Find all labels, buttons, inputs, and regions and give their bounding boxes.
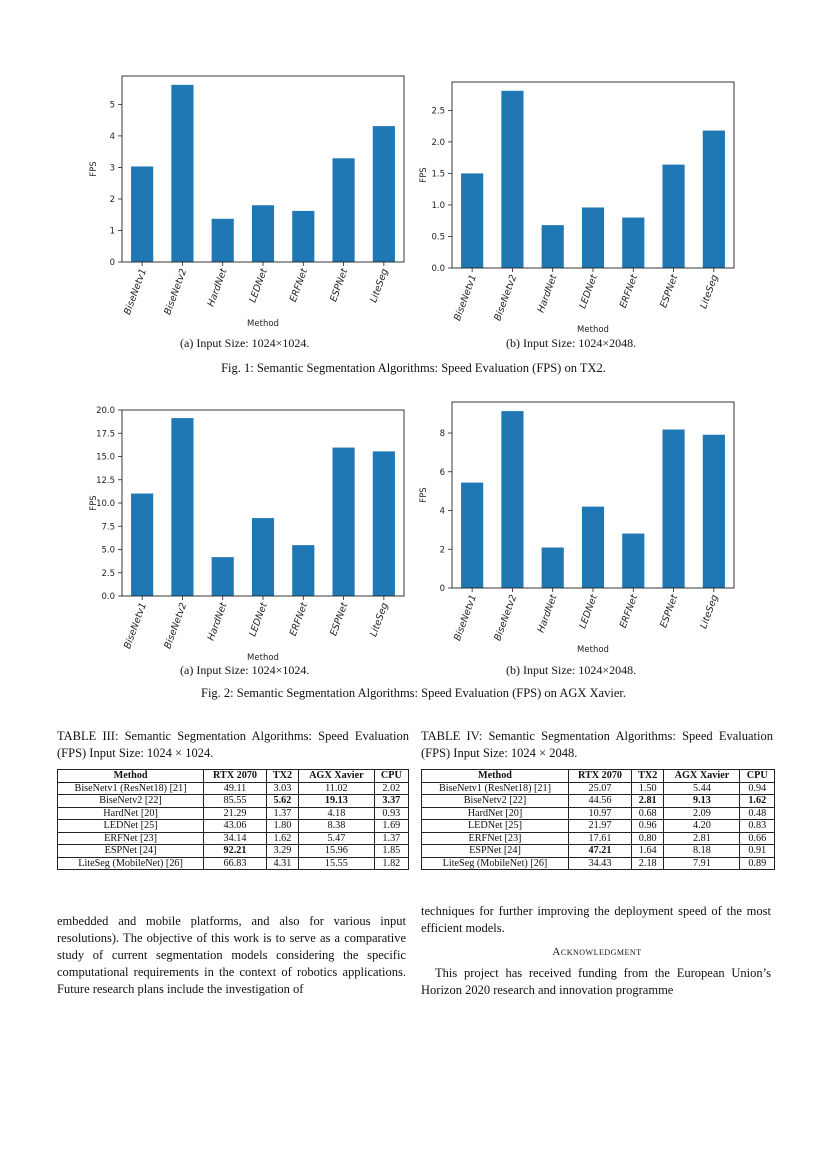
y-tick-label: 0.0	[101, 592, 115, 602]
table-cell: 0.48	[740, 807, 775, 820]
table-cell: 0.83	[740, 820, 775, 833]
table-cell: LiteSeg (MobileNet) [26]	[422, 857, 569, 870]
table-cell: 66.83	[204, 857, 267, 870]
table-cell: 25.07	[568, 782, 631, 795]
table-cell: 7.91	[664, 857, 740, 870]
x-tick-label: LEDNet	[247, 601, 270, 639]
right-paragraph: techniques for further improving the deployment speed of the most efficient models.	[421, 904, 771, 935]
table-cell: ESPNet [24]	[58, 845, 204, 858]
bar-bisenetv2	[171, 85, 193, 262]
x-tick-label: ERFNet	[617, 593, 641, 630]
table-cell: 8.38	[299, 820, 375, 833]
table-cell: 43.06	[204, 820, 267, 833]
table-cell: 47.21	[568, 845, 631, 858]
table-cell: 9.13	[664, 795, 740, 808]
table-row	[422, 795, 775, 808]
y-tick-label: 1.5	[431, 169, 445, 180]
table-cell: 0.91	[740, 845, 775, 858]
x-tick-label: BiseNetv1	[122, 267, 149, 317]
bar-espnet	[662, 165, 684, 268]
bar-erfnet	[622, 534, 644, 588]
table-cell: 0.93	[374, 807, 408, 820]
y-axis-label: FPS	[419, 487, 429, 503]
table-cell: 1.50	[632, 782, 664, 795]
bar-espnet	[662, 430, 684, 588]
table-cell: 15.96	[299, 845, 375, 858]
table-header-row	[422, 770, 775, 783]
table-row	[58, 832, 409, 845]
fig2a-caption: (a) Input Size: 1024×1024.	[180, 663, 310, 677]
y-tick-label: 2	[439, 545, 445, 556]
table-cell: 1.85	[374, 845, 408, 858]
table-cell: 0.68	[632, 807, 664, 820]
fig2b-caption: (b) Input Size: 1024×2048.	[506, 663, 637, 677]
x-axis-label: Method	[247, 653, 279, 663]
table-cell: 2.81	[632, 795, 664, 808]
table-cell: 1.37	[266, 807, 298, 820]
table-cell: 2.18	[632, 857, 664, 870]
x-tick-label: HardNet	[205, 267, 230, 309]
x-tick-label: LiteSeg	[698, 273, 721, 311]
table-row	[58, 857, 409, 870]
x-tick-label: BiseNetv2	[492, 593, 520, 643]
table-cell: 2.81	[664, 832, 740, 845]
table-cell: 19.13	[299, 795, 375, 808]
bar-liteseg	[373, 451, 395, 596]
table-cell: 3.03	[266, 782, 298, 795]
bar-bisenetv1	[461, 483, 483, 588]
y-axis-label: FPS	[89, 161, 99, 177]
column-header: Method	[422, 770, 569, 783]
table-cell: 4.31	[266, 857, 298, 870]
table-cell: 0.96	[632, 820, 664, 833]
table-cell: LEDNet [25]	[58, 820, 204, 833]
x-tick-label: LiteSeg	[698, 593, 721, 631]
column-header: Method	[58, 770, 204, 783]
table-header-row	[58, 770, 409, 783]
table3	[57, 769, 409, 870]
bar-espnet	[332, 448, 354, 596]
table-cell: 21.97	[568, 820, 631, 833]
table-cell: BiseNetv2 [22]	[422, 795, 569, 808]
x-axis-label: Method	[247, 319, 279, 329]
x-tick-label: ESPNet	[328, 267, 351, 304]
x-tick-label: LiteSeg	[368, 601, 391, 639]
table-cell: 44.56	[568, 795, 631, 808]
table-cell: 1.82	[374, 857, 408, 870]
table-cell: 17.61	[568, 832, 631, 845]
column-header: CPU	[374, 770, 408, 783]
x-tick-label: BiseNetv2	[492, 273, 520, 323]
bar-bisenetv1	[461, 173, 483, 268]
table-row	[422, 820, 775, 833]
y-tick-label: 0.5	[431, 232, 445, 243]
x-tick-label: BiseNetv2	[162, 267, 190, 317]
x-tick-label: ERFNet	[617, 273, 641, 310]
table-cell: 11.02	[299, 782, 375, 795]
table-cell: 5.44	[664, 782, 740, 795]
y-tick-label: 5.0	[101, 545, 115, 556]
bar-erfnet	[292, 545, 314, 596]
y-tick-label: 6	[439, 467, 445, 478]
table3-caption: TABLE III: Semantic Segmentation Algorithms: Speed Evaluation (FPS) Input Size: 1024 × 1024.	[57, 729, 409, 760]
column-header: RTX 2070	[568, 770, 631, 783]
bar-erfnet	[622, 218, 644, 268]
column-header: AGX Xavier	[299, 770, 375, 783]
table-row	[58, 845, 409, 858]
table-cell: 1.62	[740, 795, 775, 808]
bar-bisenetv1	[131, 494, 153, 596]
table-row	[422, 857, 775, 870]
column-header: TX2	[632, 770, 664, 783]
acknowledgment-heading: Acknowledgment	[552, 946, 642, 958]
table-cell: 0.80	[632, 832, 664, 845]
y-tick-label: 2.5	[101, 568, 115, 579]
table-cell: BiseNetv1 (ResNet18) [21]	[422, 782, 569, 795]
table-row	[58, 782, 409, 795]
x-tick-label: HardNet	[535, 593, 560, 635]
y-tick-label: 2.0	[431, 137, 445, 148]
bar-lednet	[582, 207, 604, 268]
y-tick-label: 7.5	[101, 522, 115, 533]
table-row	[58, 795, 409, 808]
x-tick-label: ERFNet	[287, 267, 311, 304]
table-cell: 34.14	[204, 832, 267, 845]
chart-fig1a	[82, 70, 412, 329]
bar-bisenetv1	[131, 166, 153, 262]
table-cell: 1.69	[374, 820, 408, 833]
x-tick-label: LEDNet	[577, 273, 600, 311]
fig2-caption: Fig. 2: Semantic Segmentation Algorithms: Speed Evaluation (FPS) on AGX Xavier.	[201, 686, 626, 700]
left-paragraph: embedded and mobile platforms, and also for various input resolutions). The objective of this work is to serve as a comparative study of current segmentation models considering the specific computational requirements in the context of robotics applications. Future research plans include the investigation of	[57, 914, 406, 996]
x-tick-label: LEDNet	[577, 593, 600, 631]
table-cell: 10.97	[568, 807, 631, 820]
table-cell: 4.20	[664, 820, 740, 833]
column-header: CPU	[740, 770, 775, 783]
table-cell: 49.11	[204, 782, 267, 795]
x-tick-label: ESPNet	[328, 601, 351, 638]
table4-caption: TABLE IV: Semantic Segmentation Algorithms: Speed Evaluation (FPS) Input Size: 1024 × 2048.	[421, 729, 773, 760]
table-cell: BiseNetv2 [22]	[58, 795, 204, 808]
y-tick-label: 0	[439, 584, 445, 594]
bar-hardnet	[542, 548, 564, 588]
table-cell: 15.55	[299, 857, 375, 870]
table-cell: 2.02	[374, 782, 408, 795]
x-tick-label: ERFNet	[287, 601, 311, 638]
table-cell: 85.55	[204, 795, 267, 808]
table-cell: 1.64	[632, 845, 664, 858]
ack-paragraph: This project has received funding from the European Union’s Horizon 2020 research and innovation programme	[421, 966, 771, 997]
column-header: AGX Xavier	[664, 770, 740, 783]
bar-liteseg	[703, 435, 725, 588]
table-cell: 92.21	[204, 845, 267, 858]
bar-hardnet	[212, 219, 234, 262]
bar-liteseg	[373, 126, 395, 262]
bar-lednet	[252, 205, 274, 262]
x-tick-label: LEDNet	[247, 267, 270, 305]
x-tick-label: LiteSeg	[368, 267, 391, 305]
table-cell: 2.09	[664, 807, 740, 820]
bar-hardnet	[542, 225, 564, 268]
table-cell: BiseNetv1 (ResNet18) [21]	[58, 782, 204, 795]
y-tick-label: 8	[439, 429, 445, 439]
table-row	[422, 807, 775, 820]
bar-erfnet	[292, 211, 314, 262]
x-tick-label: BiseNetv1	[122, 601, 149, 651]
table-cell: HardNet [20]	[58, 807, 204, 820]
y-tick-label: 12.5	[96, 475, 115, 486]
table-cell: 0.89	[740, 857, 775, 870]
chart-fig2a	[82, 404, 412, 663]
x-axis-label: Method	[577, 645, 609, 655]
column-header: RTX 2070	[204, 770, 267, 783]
chart-fig1b	[412, 76, 742, 335]
table-cell: 8.18	[664, 845, 740, 858]
column-header: TX2	[266, 770, 298, 783]
y-tick-label: 5	[109, 100, 115, 111]
bar-espnet	[332, 158, 354, 262]
table-cell: 1.80	[266, 820, 298, 833]
table-cell: 5.47	[299, 832, 375, 845]
table-cell: 0.94	[740, 782, 775, 795]
table-cell: ESPNet [24]	[422, 845, 569, 858]
y-tick-label: 4	[439, 506, 445, 517]
table-row	[58, 807, 409, 820]
table-cell: HardNet [20]	[422, 807, 569, 820]
x-tick-label: BiseNetv2	[162, 601, 190, 651]
fig1-caption: Fig. 1: Semantic Segmentation Algorithms: Speed Evaluation (FPS) on TX2.	[221, 361, 606, 375]
table-cell: 4.18	[299, 807, 375, 820]
fig1b-caption: (b) Input Size: 1024×2048.	[506, 336, 637, 350]
table-cell: 1.37	[374, 832, 408, 845]
table-cell: ERFNet [23]	[58, 832, 204, 845]
y-tick-label: 0	[109, 258, 115, 268]
y-tick-label: 4	[109, 131, 115, 142]
y-tick-label: 3	[109, 163, 115, 174]
x-tick-label: BiseNetv1	[452, 593, 479, 643]
bar-liteseg	[703, 131, 725, 268]
y-tick-label: 0.0	[431, 264, 445, 274]
y-tick-label: 17.5	[96, 429, 115, 440]
table-row	[422, 845, 775, 858]
y-tick-label: 10.0	[96, 499, 115, 509]
bar-bisenetv2	[501, 91, 523, 268]
chart-fig2b	[412, 396, 742, 655]
bar-lednet	[582, 507, 604, 588]
y-tick-label: 2	[109, 194, 115, 205]
x-tick-label: ESPNet	[658, 273, 681, 310]
table-cell: ERFNet [23]	[422, 832, 569, 845]
table-cell: LEDNet [25]	[422, 820, 569, 833]
table-cell: 1.62	[266, 832, 298, 845]
y-axis-label: FPS	[419, 167, 429, 183]
bar-hardnet	[212, 557, 234, 596]
bar-bisenetv2	[501, 411, 523, 588]
table-cell: 0.66	[740, 832, 775, 845]
table-row	[422, 782, 775, 795]
y-tick-label: 15.0	[96, 452, 115, 463]
table-row	[58, 820, 409, 833]
y-tick-label: 1.0	[431, 200, 445, 211]
x-tick-label: HardNet	[205, 601, 230, 643]
table-cell: 5.62	[266, 795, 298, 808]
bar-bisenetv2	[171, 418, 193, 596]
table-cell: 21.29	[204, 807, 267, 820]
bar-lednet	[252, 518, 274, 596]
fig1a-caption: (a) Input Size: 1024×1024.	[180, 336, 310, 350]
y-tick-label: 20.0	[96, 406, 115, 416]
x-tick-label: ESPNet	[658, 593, 681, 630]
y-tick-label: 2.5	[431, 106, 445, 117]
table-cell: 3.29	[266, 845, 298, 858]
table-cell: 3.37	[374, 795, 408, 808]
y-tick-label: 1	[109, 226, 115, 237]
x-tick-label: HardNet	[535, 273, 560, 315]
table4	[421, 769, 775, 870]
table-cell: 34.43	[568, 857, 631, 870]
x-tick-label: BiseNetv1	[452, 273, 479, 323]
x-axis-label: Method	[577, 325, 609, 335]
table-row	[422, 832, 775, 845]
table-cell: LiteSeg (MobileNet) [26]	[58, 857, 204, 870]
y-axis-label: FPS	[89, 495, 99, 511]
